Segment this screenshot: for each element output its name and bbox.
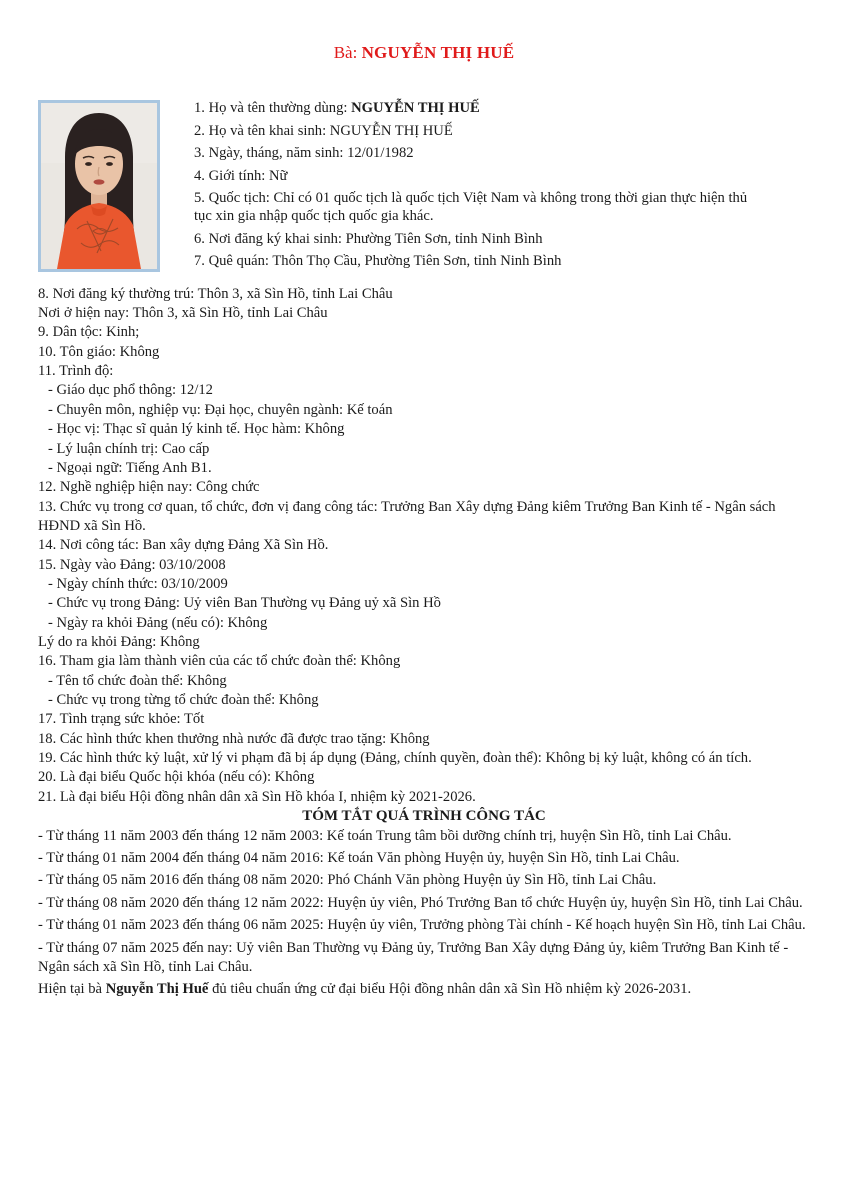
profile-field: 21. Là đại biểu Hội đồng nhân dân xã Sìn Hồ khóa I, nhiệm kỳ 2021-2026. (38, 788, 476, 805)
field-label: 1. Họ và tên thường dùng: (194, 100, 352, 116)
profile-subfield: - Ngoại ngữ: Tiếng Anh B1. (48, 459, 212, 476)
closing-name-bold: Nguyễn Thị Huế (105, 981, 209, 998)
profile-field: 14. Nơi công tác: Ban xây dựng Đảng Xã Sìn Hồ. (38, 537, 329, 554)
career-entry: - Từ tháng 01 năm 2004 đến tháng 04 năm 2016: Kế toán Văn phòng Huyện ủy, huyện Sìn Hồ, tỉnh Lai Châu. (38, 849, 680, 866)
profile-field: 4. Giới tính: Nữ (194, 167, 288, 184)
field-value-bold: NGUYỄN THỊ HUẾ (351, 100, 480, 116)
profile-header (38, 100, 810, 276)
profile-field: 7. Quê quán: Thôn Thọ Cầu, Phường Tiên Sơn, tỉnh Ninh Bình (194, 253, 562, 270)
profile-subfield: - Tên tổ chức đoàn thể: Không (48, 672, 227, 689)
profile-field: 16. Tham gia làm thành viên của các tổ chức đoàn thể: Không (38, 653, 401, 670)
profile-field: 17. Tình trạng sức khỏe: Tốt (38, 711, 205, 728)
profile-field: 8. Nơi đăng ký thường trú: Thôn 3, xã Sìn Hồ, tỉnh Lai Châu (38, 285, 393, 302)
profile-field: 5. Quốc tịch: Chỉ có 01 quốc tịch là quốc tịch Việt Nam và không trong thời gian thực hiện thủ tục xin gia nhập quốc tịch quốc gia khác. (194, 190, 748, 224)
career-section-heading: TÓM TẮT QUÁ TRÌNH CÔNG TÁC (302, 808, 546, 825)
title-prefix: Bà: (333, 43, 358, 62)
profile-details (38, 285, 810, 807)
profile-field: 18. Các hình thức khen thưởng nhà nước đã được trao tặng: Không (38, 730, 430, 747)
closing-suffix: đủ tiêu chuẩn ứng cử đại biểu Hội đồng nhân dân xã Sìn Hồ nhiệm kỳ 2026-2031. (208, 981, 692, 998)
eligibility-statement (38, 980, 810, 999)
profile-field: 10. Tôn giáo: Không (38, 343, 160, 360)
career-entry: - Từ tháng 01 năm 2023 đến tháng 06 năm 2025: Huyện ủy viên, Trưởng phòng Tài chính - Kế hoạch huyện Sìn Hồ, tỉnh Lai Châu. (38, 917, 806, 934)
profile-field: Nơi ở hiện nay: Thôn 3, xã Sìn Hồ, tỉnh Lai Châu (38, 305, 328, 322)
profile-field: 2. Họ và tên khai sinh: NGUYỄN THỊ HUẾ (194, 122, 453, 139)
profile-field: 20. Là đại biểu Quốc hội khóa (nếu có): Không (38, 769, 315, 786)
career-history (38, 827, 810, 1000)
profile-subfield: - Chuyên môn, nghiệp vụ: Đại học, chuyên ngành: Kế toán (48, 401, 393, 418)
profile-field: 13. Chức vụ trong cơ quan, tổ chức, đơn vị đang công tác: Trưởng Ban Xây dựng Đảng kiêm Trưởng Ban Kinh tế - Ngân sách HĐND xã Sìn Hồ. (38, 498, 776, 534)
profile-field: 11. Trình độ: (38, 363, 114, 380)
portrait-photo (38, 100, 160, 272)
profile-subfield: - Ngày ra khỏi Đảng (nếu có): Không (48, 614, 268, 631)
closing-prefix: Hiện tại bà (38, 981, 106, 998)
profile-field: 3. Ngày, tháng, năm sinh: 12/01/1982 (194, 145, 414, 162)
career-entry: - Từ tháng 11 năm 2003 đến tháng 12 năm 2003: Kế toán Trung tâm bồi dưỡng chính trị, huyện Sìn Hồ, tỉnh Lai Châu. (38, 827, 732, 844)
profile-field: 15. Ngày vào Đảng: 03/10/2008 (38, 556, 226, 573)
profile-field: 19. Các hình thức kỷ luật, xử lý vi phạm đã bị áp dụng (Đảng, chính quyền, đoàn thể): Không bị kỷ luật, không có án tích. (38, 750, 752, 766)
profile-subfield: - Chức vụ trong Đảng: Uỷ viên Ban Thường vụ Đảng uỷ xã Sìn Hồ (48, 595, 441, 612)
profile-subfield: - Học vị: Thạc sĩ quản lý kinh tế. Học hàm: Không (48, 421, 345, 438)
title-name: NGUYỄN THỊ HUẾ (361, 43, 515, 62)
profile-field: 12. Nghề nghiệp hiện nay: Công chức (38, 479, 260, 496)
career-entry: - Từ tháng 07 năm 2025 đến nay: Uỷ viên Ban Thường vụ Đảng ủy, Trưởng Ban Xây dựng Đảng ủy, kiêm Trưởng Ban Kinh tế - Ngân sách xã Sìn Hồ, tỉnh Lai Châu. (38, 939, 789, 975)
profile-subfield: - Giáo dục phổ thông: 12/12 (48, 382, 213, 399)
profile-subfield: - Chức vụ trong từng tổ chức đoàn thể: Không (48, 691, 319, 708)
portrait-illustration (41, 103, 157, 269)
profile-field: 6. Nơi đăng ký khai sinh: Phường Tiên Sơn, tỉnh Ninh Bình (194, 230, 543, 247)
profile-subfield: - Lý luận chính trị: Cao cấp (48, 440, 210, 457)
career-entry: - Từ tháng 05 năm 2016 đến tháng 08 năm 2020: Phó Chánh Văn phòng Huyện ủy Sìn Hồ, tỉnh Lai Châu. (38, 872, 657, 889)
profile-field-common-name (194, 100, 752, 118)
page-title (38, 42, 810, 64)
profile-field: 9. Dân tộc: Kinh; (38, 324, 140, 341)
profile-subfield: - Ngày chính thức: 03/10/2009 (48, 575, 228, 592)
profile-field: Lý do ra khỏi Đảng: Không (38, 633, 200, 650)
career-entry: - Từ tháng 08 năm 2020 đến tháng 12 năm 2022: Huyện ủy viên, Phó Trưởng Ban tổ chức Huyện ủy, huyện Sìn Hồ, tỉnh Lai Châu. (38, 894, 803, 911)
profile-items (194, 100, 752, 276)
